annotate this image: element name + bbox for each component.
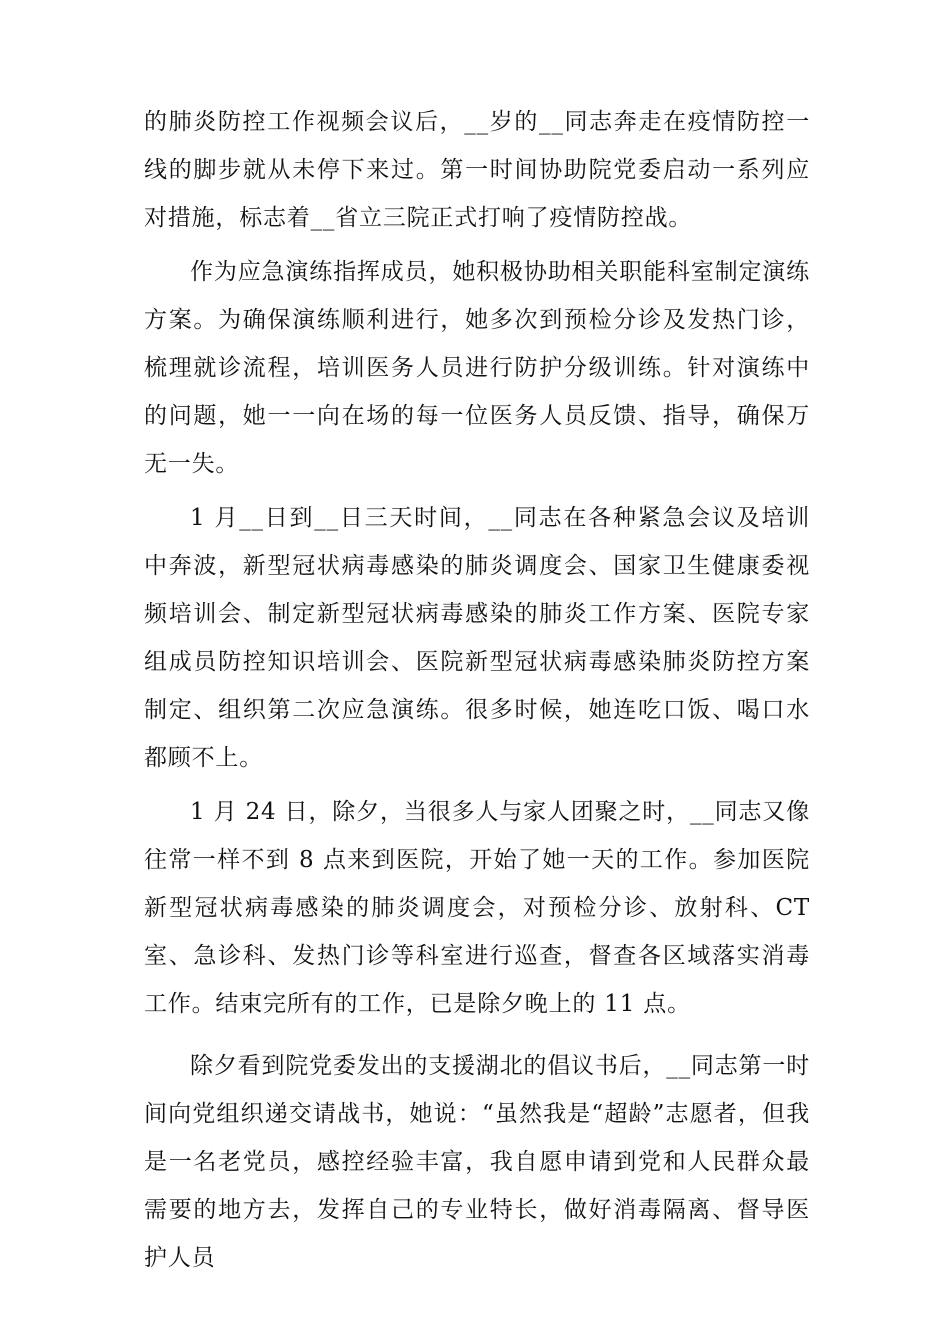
document-body [144, 98, 810, 1282]
paragraph-4: 1 月 24 日，除夕，当很多人与家人团聚之时，__同志又像往常一样不到 8 点来到医院，开始了她一天的工作。参加医院新型冠状病毒感染的肺炎调度会，对预检分诊、放射科、CT 室、急诊科、发热门诊等科室进行巡查，督查各区域落实消毒工作。结束完所有的工作，已是除夕晚上的 11 点。 [144, 799, 810, 1017]
paragraph-1: 的肺炎防控工作视频会议后，__岁的__同志奔走在疫情防控一线的脚步就从未停下来过。第一时间协助院党委启动一系列应对措施，标志着__省立三院正式打响了疫情防控战。 [144, 109, 810, 231]
paragraph-5: 除夕看到院党委发出的支援湖北的倡议书后，__同志第一时间向党组织递交请战书，她说：“虽然我是“超龄”志愿者，但我是一名老党员，感控经验丰富，我自愿申请到党和人民群众最需要的地方去，发挥自己的专业特长，做好消毒隔离、督导医护人员 [144, 1053, 810, 1271]
paragraph-3: 1 月__日到__日三天时间，__同志在各种紧急会议及培训中奔波，新型冠状病毒感染的肺炎调度会、国家卫生健康委视频培训会、制定新型冠状病毒感染的肺炎工作方案、医院专家组成员防控知识培训会、医院新型冠状病毒感染肺炎防控方案制定、组织第二次应急演练。很多时候，她连吃口饭、喝口水都顾不上。 [144, 505, 810, 771]
paragraph-2: 作为应急演练指挥成员，她积极协助相关职能科室制定演练方案。为确保演练顺利进行，她多次到预检分诊及发热门诊，梳理就诊流程，培训医务人员进行防护分级训练。针对演练中的问题，她一一向在场的每一位医务人员反馈、指导，确保万无一失。 [144, 259, 810, 477]
